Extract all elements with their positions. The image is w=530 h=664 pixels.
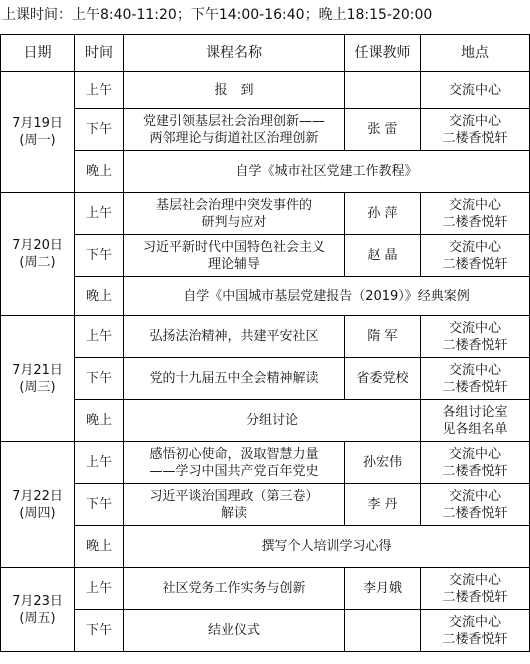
date-label: 7月21日: [12, 362, 63, 378]
table-row: [1, 277, 530, 316]
location-cell: [421, 193, 530, 235]
table-row: [1, 484, 530, 526]
table-row: [1, 316, 530, 358]
location-line: 交流中心: [448, 488, 501, 504]
time-cell: 上午: [75, 72, 124, 109]
time-cell: 晚上: [75, 400, 124, 442]
time-cell: 上午: [75, 193, 124, 235]
weekday-label: (周四): [19, 505, 56, 521]
location-line: 交流中心: [448, 239, 501, 255]
teacher-cell: 赵 晶: [345, 235, 421, 277]
date-label: 7月20日: [12, 238, 63, 253]
location-line: 交流中心: [448, 614, 501, 630]
teacher-cell: 李月娥: [345, 568, 421, 610]
date-label: 7月19日: [12, 116, 63, 131]
location-line: 二楼香悦轩: [442, 256, 508, 272]
location-line: 二楼香悦轩: [442, 130, 508, 146]
course-cell: 弘扬法治精神，共建平安社区: [124, 316, 345, 358]
table-row: [1, 193, 530, 235]
location-cell: [421, 316, 530, 358]
course-cell: [124, 109, 345, 151]
course-cell: [124, 193, 345, 235]
course-line: 党建引领基层社会治理创新——: [142, 113, 325, 129]
course-line: 解读: [220, 505, 247, 521]
time-cell: 晚上: [75, 277, 124, 316]
time-cell: 晚上: [75, 151, 124, 193]
location-cell: [421, 109, 530, 151]
location-line: 二楼香悦轩: [442, 214, 508, 230]
column-header-location: 地点: [421, 35, 530, 72]
time-cell: 下午: [75, 109, 124, 151]
date-cell: [1, 72, 75, 193]
location-line: 交流中心: [448, 362, 501, 378]
location-line: 二楼香悦轩: [442, 379, 508, 395]
date-label: 7月23日: [12, 593, 63, 609]
course-cell: 党的十九届五中全会精神解读: [124, 358, 345, 400]
class-time-header: 上课时间：上午8:40-11:20；下午14:00-16:40；晚上18:15-20:00: [2, 7, 433, 23]
location-cell: [421, 235, 530, 277]
self-study-cell: 撰写个人培训学习心得: [124, 526, 530, 568]
location-cell: [421, 400, 530, 442]
location-cell: [421, 568, 530, 610]
weekday-label: (周一): [19, 133, 56, 148]
location-cell: [421, 442, 530, 484]
location-cell: [421, 484, 530, 526]
location-line: 二楼香悦轩: [442, 463, 508, 479]
time-cell: 上午: [75, 442, 124, 484]
time-cell: 下午: [75, 235, 124, 277]
course-cell: 结业仪式: [124, 610, 345, 652]
course-cell: 报 到: [124, 72, 345, 109]
self-study-cell: 自学《中国城市基层党建报告（2019）》经典案例: [124, 277, 530, 316]
date-cell: [1, 316, 75, 442]
location-line: 交流中心: [448, 446, 501, 462]
location-line: 交流中心: [448, 320, 501, 336]
teacher-cell: 隋 军: [345, 316, 421, 358]
teacher-cell: [345, 610, 421, 652]
weekday-label: (周五): [19, 610, 56, 626]
weekday-label: (周二): [19, 255, 56, 270]
course-line: 研判与应对: [201, 214, 267, 230]
course-line: ——学习中国共产党百年党史: [149, 463, 319, 479]
column-header-time: 时间: [75, 35, 124, 72]
time-cell: 下午: [75, 610, 124, 652]
column-header-course: 课程名称: [124, 35, 345, 72]
teacher-cell: 孙 萍: [345, 193, 421, 235]
date-cell: [1, 442, 75, 568]
table-header-row: [1, 35, 530, 72]
location-cell: [421, 610, 530, 652]
table-row: [1, 568, 530, 610]
course-line: 理论辅导: [207, 256, 260, 272]
date-label: 7月22日: [12, 488, 63, 504]
table-row: [1, 72, 530, 109]
location-line: 二楼香悦轩: [442, 631, 508, 647]
teacher-cell: 孙宏伟: [345, 442, 421, 484]
table-row: [1, 109, 530, 151]
table-row: [1, 610, 530, 652]
teacher-cell: 张 雷: [345, 109, 421, 151]
date-cell: [1, 568, 75, 652]
time-cell: 上午: [75, 568, 124, 610]
course-line: 两邻理论与街道社区治理创新: [149, 130, 319, 146]
course-line: 感悟初心使命，汲取智慧力量: [149, 446, 319, 462]
location-line: 见各组名单: [442, 421, 508, 437]
location-line: 交流中心: [448, 197, 501, 213]
course-cell: [124, 235, 345, 277]
schedule-table: [0, 34, 530, 652]
course-line: 习近平谈治国理政（第三卷）: [149, 488, 319, 504]
teacher-cell: 李 丹: [345, 484, 421, 526]
location-line: 二楼香悦轩: [442, 337, 508, 353]
location-line: 交流中心: [448, 572, 501, 588]
column-header-date: 日期: [1, 35, 75, 72]
location-cell: 交流中心: [421, 72, 530, 109]
course-cell: [124, 484, 345, 526]
location-line: 各组讨论室: [442, 404, 508, 420]
teacher-cell: 省委党校: [345, 358, 421, 400]
course-line: 基层社会治理中突发事件的: [155, 197, 312, 213]
location-cell: [421, 358, 530, 400]
time-cell: 下午: [75, 484, 124, 526]
weekday-label: (周三): [19, 379, 56, 395]
time-cell: 上午: [75, 316, 124, 358]
table-row: [1, 235, 530, 277]
course-cell: 社区党务工作实务与创新: [124, 568, 345, 610]
time-cell: 下午: [75, 358, 124, 400]
column-header-teacher: 任课教师: [345, 35, 421, 72]
table-row: [1, 526, 530, 568]
time-cell: 晚上: [75, 526, 124, 568]
location-line: 二楼香悦轩: [442, 505, 508, 521]
self-study-cell: 自学《城市社区党建工作教程》: [124, 151, 530, 193]
location-line: 二楼香悦轩: [442, 589, 508, 605]
table-row: [1, 442, 530, 484]
table-row: [1, 151, 530, 193]
teacher-cell: [345, 72, 421, 109]
table-row: [1, 400, 530, 442]
table-row: [1, 358, 530, 400]
course-cell: [124, 442, 345, 484]
date-cell: [1, 193, 75, 316]
course-cell: 分组讨论: [124, 400, 421, 442]
course-line: 习近平新时代中国特色社会主义: [142, 239, 325, 255]
location-line: 交流中心: [448, 113, 501, 129]
